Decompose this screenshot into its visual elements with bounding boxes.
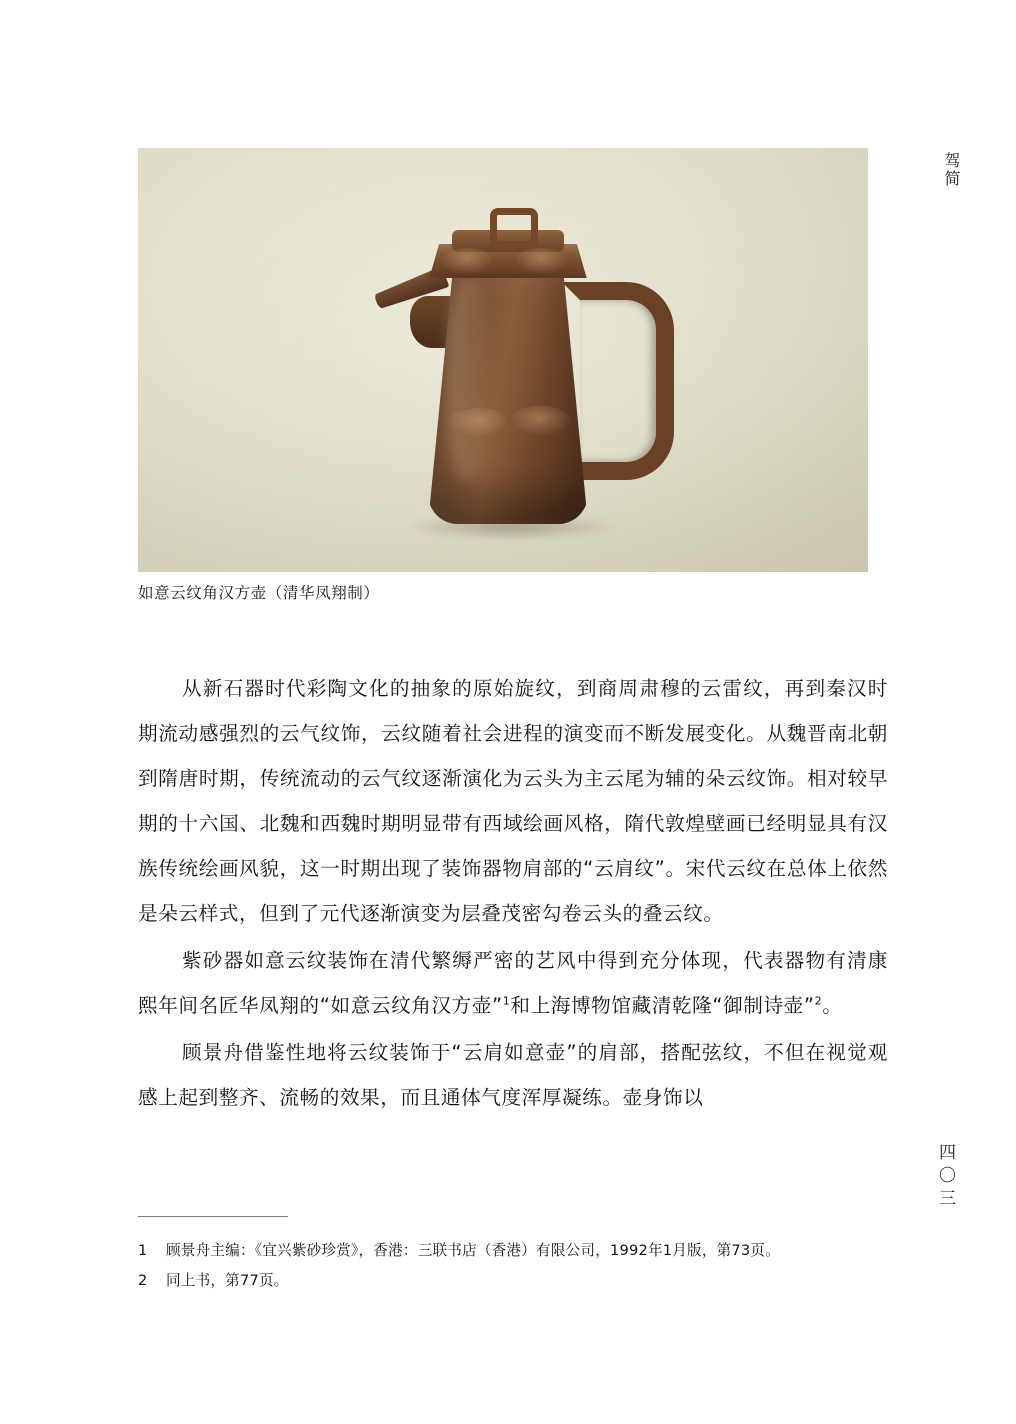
footnote-item bbox=[138, 1236, 898, 1266]
footnote-divider bbox=[138, 1216, 288, 1217]
cloud-motif-icon bbox=[508, 406, 572, 436]
paragraph-1: 从新石器时代彩陶文化的抽象的原始旋纹，到商周肃穆的云雷纹，再到秦汉时期流动感强烈的云气纹饰，云纹随着社会进程的演变而不断发展变化。从魏晋南北朝到隋唐时期，传统流动的云气纹逐渐演化为云头为主云尾为辅的朵云纹饰。相对较早期的十六国、北魏和西魏时期明显带有西域绘画风格，隋代敦煌壁画已经明显具有汉族传统绘画风貌，这一时期出现了装饰器物肩部的“云肩纹”。宋代云纹在总体上依然是朵云样式，但到了元代逐渐演变为层叠茂密勾卷云头的叠云纹。 bbox=[138, 677, 888, 925]
teapot-knob bbox=[490, 208, 538, 248]
cloud-motif-icon bbox=[514, 248, 568, 274]
footnote-ref-2[interactable]: 2 bbox=[814, 994, 823, 1008]
paragraph-2 bbox=[138, 938, 888, 1028]
footnote-list bbox=[138, 1236, 898, 1296]
footnote-number: 2 bbox=[138, 1272, 148, 1289]
paragraph-2-part2: 和上海博物馆藏清乾隆“御制诗壶” bbox=[510, 994, 815, 1017]
body-text bbox=[138, 666, 888, 1122]
page-number: 四〇三 bbox=[935, 1143, 955, 1212]
cloud-motif-icon bbox=[446, 408, 510, 438]
footnote-ref-1[interactable]: 1 bbox=[502, 994, 511, 1008]
paragraph-2-part1: 紫砂器如意云纹装饰在清代繁缛严密的艺风中得到充分体现，代表器物有清康熙年间名匠华凤翔的“如意云纹角汉方壶” bbox=[138, 949, 888, 1017]
cloud-motif-icon bbox=[440, 248, 494, 274]
paragraph-3: 顾景舟借鉴性地将云纹装饰于“云肩如意壶”的肩部，搭配弦纹，不但在视觉观感上起到整齐、流畅的效果，而且通体气度浑厚凝练。壶身饰以 bbox=[138, 1041, 888, 1109]
footnote-text: 顾景舟主编：《宜兴紫砂珍赏》，香港：三联书店（香港）有限公司，1992年1月版，第73页。 bbox=[166, 1242, 780, 1259]
figure-caption: 如意云纹角汉方壶（清华凤翔制） bbox=[138, 584, 380, 602]
teapot-highlight bbox=[446, 280, 492, 480]
footnote-text: 同上书，第77页。 bbox=[166, 1272, 289, 1289]
paragraph-2-end: 。 bbox=[822, 994, 843, 1017]
footnote-item bbox=[138, 1266, 898, 1296]
footnote-number: 1 bbox=[138, 1242, 148, 1259]
running-header-vertical: 驾简 bbox=[942, 152, 961, 188]
figure-image bbox=[138, 148, 868, 572]
teapot-illustration bbox=[366, 200, 656, 530]
